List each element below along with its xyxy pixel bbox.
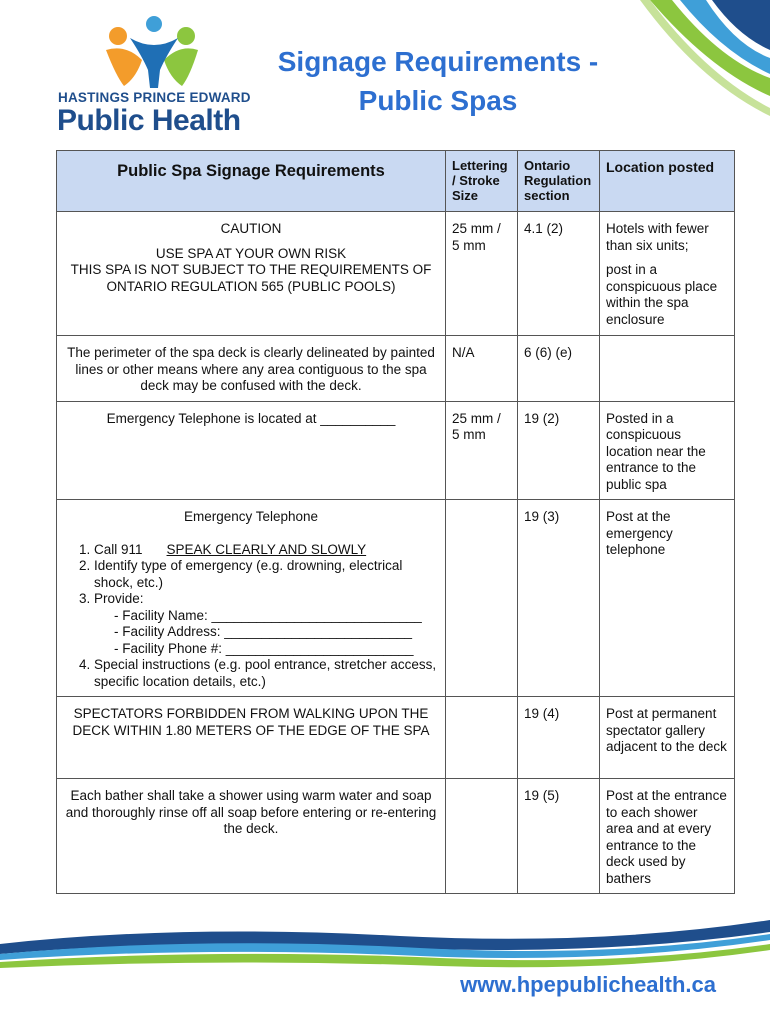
header-requirement: Public Spa Signage Requirements xyxy=(57,151,446,212)
emergency-title: Emergency Telephone xyxy=(183,509,319,524)
table-row xyxy=(57,212,735,336)
regulation-cell: 4.1 (2) xyxy=(518,212,600,336)
signage-table xyxy=(56,150,735,894)
sign-text-cell: Emergency Telephone is located at __________ xyxy=(57,401,446,500)
location-cell: Post at permanent spectator gallery adjacent to the deck xyxy=(600,697,735,779)
lettering-cell xyxy=(446,779,518,894)
emergency-steps-list xyxy=(63,542,439,691)
header-location: Location posted xyxy=(600,151,735,212)
page-title xyxy=(258,42,618,120)
location-line: Hotels with fewer than six units; xyxy=(606,221,709,253)
step-text: Call 911 xyxy=(94,541,143,557)
lettering-cell: N/A xyxy=(446,336,518,402)
hpe-logo xyxy=(57,16,251,137)
regulation-cell: 19 (3) xyxy=(518,500,600,697)
step-emphasis: SPEAK CLEARLY AND SLOWLY xyxy=(166,541,367,557)
location-cell: Post at the emergency telephone xyxy=(600,500,735,697)
footer-wave-graphic xyxy=(0,906,770,976)
header-lettering: Lettering / Stroke Size xyxy=(446,151,518,212)
sign-text-cell: The perimeter of the spa deck is clearly delineated by painted lines or other means where any area contiguous to the spa deck may be confused with the deck. xyxy=(57,336,446,402)
sign-line: THIS SPA IS NOT SUBJECT TO THE REQUIREMENTS OF ONTARIO REGULATION 565 (PUBLIC POOLS) xyxy=(70,262,432,294)
location-cell: Post at the entrance to each shower area and at every entrance to the deck used by bathers xyxy=(600,779,735,894)
sign-text-cell xyxy=(57,212,446,336)
step-text: 3. Provide: xyxy=(94,591,144,606)
lettering-cell xyxy=(446,500,518,697)
title-line-1: Signage Requirements - xyxy=(277,46,599,77)
logo-figures-icon xyxy=(96,16,216,90)
regulation-cell: 19 (5) xyxy=(518,779,600,894)
title-line-2: Public Spas xyxy=(358,85,518,116)
lettering-cell: 25 mm / 5 mm xyxy=(446,401,518,500)
sign-text-cell xyxy=(57,500,446,697)
location-cell xyxy=(600,336,735,402)
facility-address-line: - Facility Address: _________________________ xyxy=(114,624,412,639)
website-link[interactable]: www.hpepublichealth.ca xyxy=(460,972,716,997)
table-row xyxy=(57,401,735,500)
regulation-cell: 19 (2) xyxy=(518,401,600,500)
logo-org-line: HASTINGS PRINCE EDWARD xyxy=(58,90,251,105)
list-item xyxy=(94,542,439,559)
list-item: 4. Special instructions (e.g. pool entrance, stretcher access, specific location details, etc.) xyxy=(94,657,439,690)
facility-name-line: - Facility Name: ____________________________ xyxy=(114,607,422,623)
list-item: 2. Identify type of emergency (e.g. drowning, electrical shock, etc.) xyxy=(94,558,439,591)
table-row xyxy=(57,336,735,402)
table-row xyxy=(57,779,735,894)
sign-caution: CAUTION xyxy=(220,221,282,236)
lettering-cell: 25 mm / 5 mm xyxy=(446,212,518,336)
logo-org-name: Public Health xyxy=(57,104,241,137)
table-header-row xyxy=(57,151,735,212)
regulation-cell: 6 (6) (e) xyxy=(518,336,600,402)
table-row xyxy=(57,697,735,779)
list-item xyxy=(94,591,439,657)
sign-line: USE SPA AT YOUR OWN RISK xyxy=(155,245,347,261)
sign-text-cell: SPECTATORS FORBIDDEN FROM WALKING UPON THE DECK WITHIN 1.80 METERS OF THE EDGE OF THE SPA xyxy=(57,697,446,779)
header-regulation: Ontario Regulation section xyxy=(518,151,600,212)
location-cell: Posted in a conspicuous location near the entrance to the public spa xyxy=(600,401,735,500)
lettering-cell xyxy=(446,697,518,779)
regulation-cell: 19 (4) xyxy=(518,697,600,779)
location-cell xyxy=(600,212,735,336)
sign-text-cell: Each bather shall take a shower using warm water and soap and thoroughly rinse off all soap before entering or re-entering the deck. xyxy=(57,779,446,894)
table-row xyxy=(57,500,735,697)
corner-swoosh-graphic xyxy=(610,0,770,170)
facility-phone-line: - Facility Phone #: _________________________ xyxy=(114,640,414,656)
location-line: post in a conspicuous place within the spa enclosure xyxy=(606,262,718,327)
